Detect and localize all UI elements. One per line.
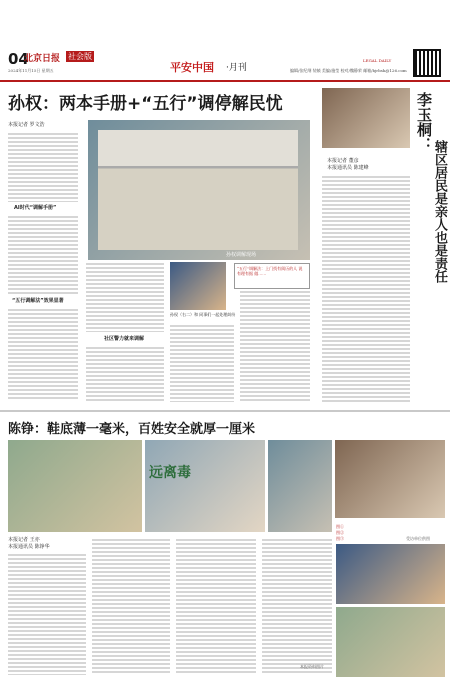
article3-photo-bottom-1 bbox=[336, 544, 445, 604]
qr-code bbox=[413, 49, 441, 77]
article1-photo bbox=[88, 120, 310, 260]
article3-photo-bottom-2 bbox=[336, 607, 445, 677]
article1-col1-c bbox=[8, 308, 78, 400]
article1-subhead-3: 社区警力就来调解 bbox=[104, 336, 145, 342]
article3-photo-3 bbox=[268, 440, 332, 532]
article1-photo-caption: 孙权调解现场 bbox=[226, 252, 257, 258]
article1-inset-photo bbox=[170, 262, 226, 310]
legend-2: 图② bbox=[336, 530, 344, 535]
section-tag: 社会版 bbox=[68, 52, 92, 61]
article1-title: 孙权：两本手册+“五行”调停解民忧 bbox=[8, 94, 283, 114]
page-number: 04 bbox=[8, 50, 29, 68]
article3-col4 bbox=[262, 538, 332, 675]
article1-col2 bbox=[86, 262, 164, 332]
article3-banner-photo bbox=[145, 440, 265, 532]
article3-photo-right bbox=[335, 440, 445, 518]
article1-sub-caption: 孙权（右二）和 同事们一起处理纠纷 bbox=[170, 312, 236, 317]
article1-subhead-1: AI时代“调解手册” bbox=[14, 205, 57, 211]
article3-title: 陈铮：鞋底薄一毫米，百姓安全就厚一厘米 bbox=[8, 422, 256, 437]
qr-label: LEGAL DAILY bbox=[363, 58, 392, 63]
article2-byline2: 本报通讯员 陈建峰 bbox=[327, 165, 369, 171]
article1-subhead-2: “五行调解法”效果显著 bbox=[12, 298, 64, 304]
editors-line: 编辑/张纪纲 装帧 美编/施莹 校对/魏静荣 邮箱/bjrbsh@126.com bbox=[290, 68, 407, 73]
article2-photo bbox=[322, 88, 410, 148]
newspaper-brand: 北京日报 bbox=[24, 54, 61, 64]
column-title: 平安中国 bbox=[170, 61, 214, 74]
article1-col1 bbox=[8, 132, 78, 202]
legend-1: 图① bbox=[336, 524, 344, 529]
column-subtitle: ·月刊 bbox=[226, 63, 247, 73]
article1-col4 bbox=[240, 290, 310, 402]
photos-credit: 受访单位供图 bbox=[406, 536, 430, 541]
legend-3: 图③ bbox=[336, 536, 344, 541]
article2-byline: 本报记者 董彦 bbox=[327, 158, 359, 164]
article2-name: 李玉桐： bbox=[415, 92, 433, 152]
article3-banner-text: 远离毒 bbox=[149, 465, 191, 481]
article1-inset-box: “五行”调解法：上门找有阅历的人 说 有理有据 做…… bbox=[234, 263, 310, 289]
article3-col3 bbox=[176, 538, 256, 675]
article1-col3 bbox=[170, 324, 234, 402]
date-line: 2024年11月15日 星期五 bbox=[8, 68, 54, 73]
article2-title: 辖区居民是亲人也是责任 bbox=[432, 140, 447, 283]
article1-col1-b bbox=[8, 215, 78, 295]
article3-col1 bbox=[8, 553, 86, 675]
article1-byline: 本报记者 罗文浩 bbox=[8, 122, 45, 128]
article3-col2 bbox=[92, 538, 170, 675]
article1-col2-b bbox=[86, 346, 164, 402]
article3-photo-main bbox=[8, 440, 142, 532]
header-rule bbox=[0, 80, 450, 82]
article2-body bbox=[322, 175, 410, 403]
mid-rule bbox=[0, 410, 450, 412]
article3-byline: 本报记者 王亦 bbox=[8, 537, 40, 543]
article3-credit: 本报资料图片 bbox=[300, 664, 324, 669]
article3-byline2: 本报通讯员 陈铮华 bbox=[8, 544, 50, 550]
